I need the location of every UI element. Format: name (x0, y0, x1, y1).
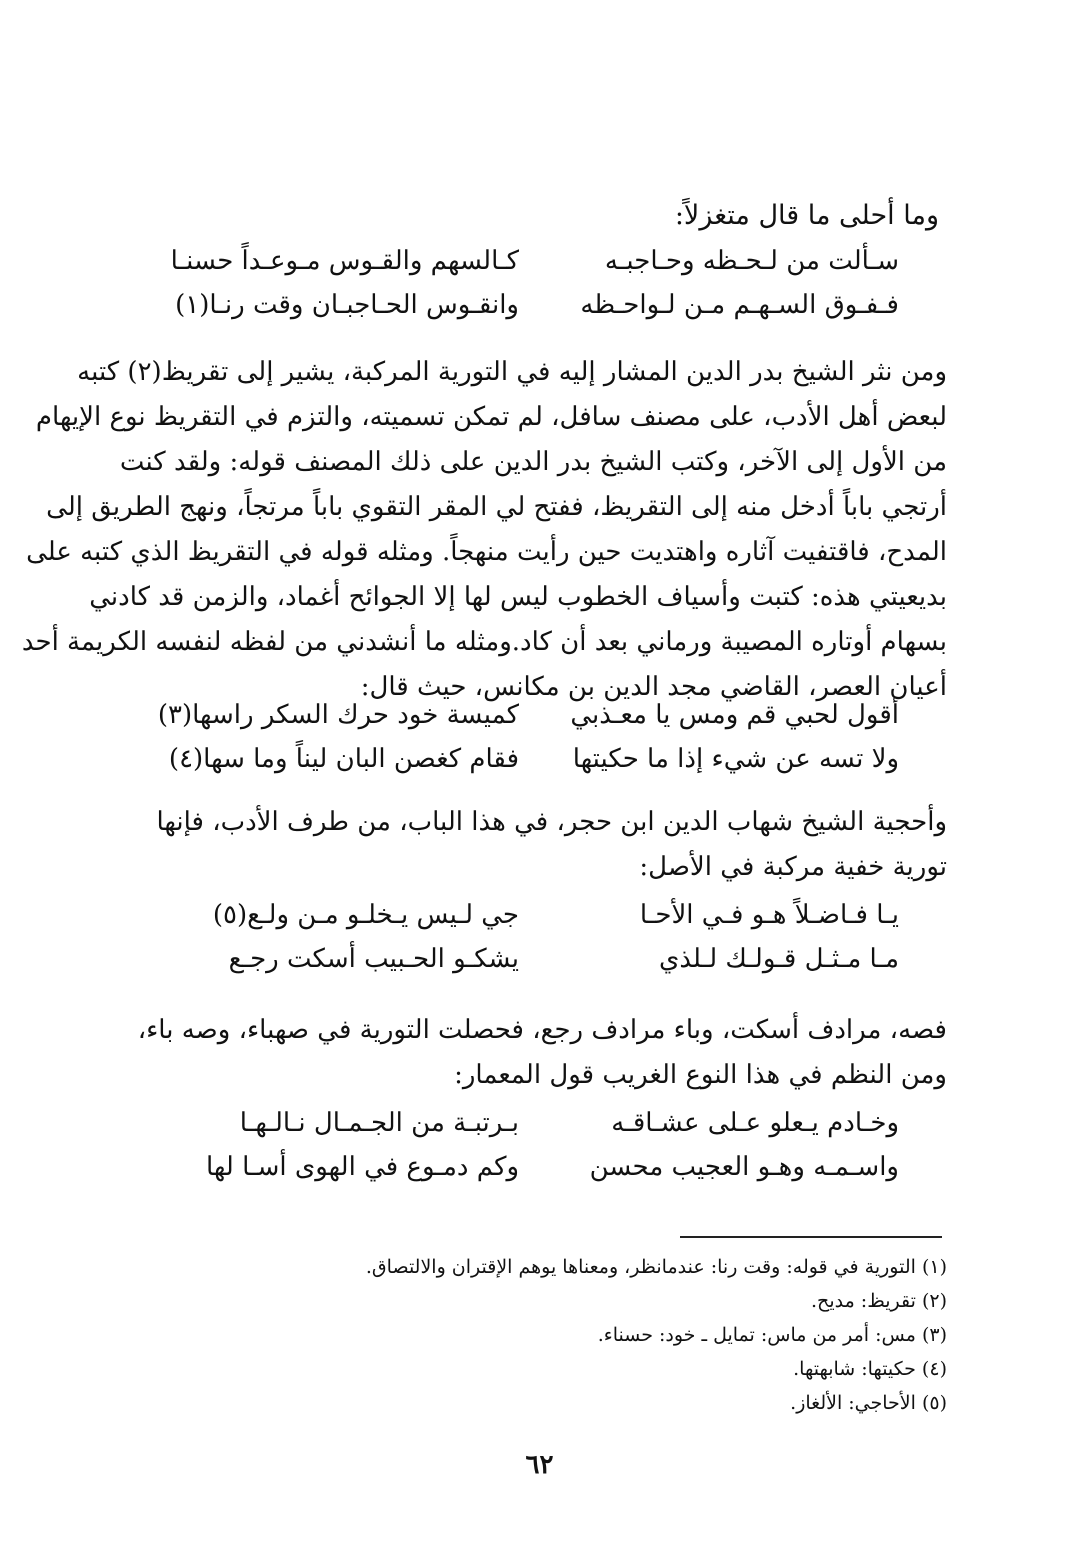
poem-verse (179, 944, 899, 988)
verse-second-hemistich: وانقـوس الحـاجبـان وقت رنـا(١) (175, 290, 519, 320)
poem-verse (179, 900, 899, 944)
verse-first-hemistich: ولا تسه عن شيء إذا ما حكيتها (572, 744, 899, 774)
footnote-item: (٥) الأحاجي: الألغاز. (790, 1392, 947, 1414)
verse-first-hemistich: فـفـوق السـهـم مـن لـواحـظه (580, 290, 899, 320)
paragraph-line: ومن نثر الشيخ بدر الدين المشار إليه في التورية المركبة، يشير إلى تقريظ(٢) كتبه (77, 357, 947, 387)
paragraph-line: تورية خفية مركبة في الأصل: (639, 852, 947, 882)
paragraph-line: بديعيتي هذه: كتبت وأسياف الخطوب ليس لها إلا الجوائح أغماد، والزمن قد كادني (89, 582, 947, 612)
footnotes (117, 1250, 947, 1420)
paragraph-3 (117, 1008, 947, 1098)
poem-block-2 (157, 700, 899, 788)
poem-verse (179, 1152, 899, 1196)
paragraph-line: بسهام أوتاره المصيبة ورماني بعد أن كاد.ومثله ما أنشدني من لفظه لنفسه الكريمة أحد (21, 627, 947, 657)
paragraph-line: من الأول إلى الآخر، وكتب الشيخ بدر الدين على ذلك المصنف قوله: ولقد كنت (119, 447, 947, 477)
poem-verse (170, 246, 899, 290)
verse-first-hemistich: سـألت من لـحـظه وحـاجبـه (604, 246, 899, 276)
paragraph-line: ومن النظم في هذا النوع الغريب قول المعمار: (454, 1060, 947, 1090)
paragraph-line: فصه، مرادف أسكت، وباء مرادف رجع، فحصلت التورية في صهباء، وصه باء، (137, 1015, 947, 1045)
verse-second-hemistich: يشكـو الحـبيب أسكت رجـع (228, 944, 519, 974)
verse-second-hemistich: فقام كغصن البان ليناً وما سها(٤) (168, 744, 519, 774)
verse-second-hemistich: كميسة خود حرك السكر راسها(٣) (157, 700, 519, 730)
footnote-divider (680, 1236, 942, 1238)
verse-second-hemistich: بـرتبـة من الجـمـال نـالـهـا (239, 1108, 519, 1138)
intro-line: وما أحلى ما قال متغزلاً: (674, 200, 939, 231)
paragraph-line: المدح، فاقتفيت آثاره واهتديت حين رأيت منهجاً. ومثله قوله في التقريظ الذي كتبه على (26, 537, 947, 567)
verse-second-hemistich: كـالسهم والقـوس مـوعـداً حسنـا (170, 246, 519, 276)
poem-block-3 (179, 900, 899, 988)
poem-block-4 (179, 1108, 899, 1196)
verse-first-hemistich: واسـمـه وهـو العجيب محسن (589, 1152, 899, 1182)
poem-verse (168, 744, 899, 788)
footnote-item: (٣) مس: أمر من ماس: تمايل ـ خود: حسناء. (597, 1324, 947, 1346)
footnote-item: (٤) حكيتها: شابهتها. (793, 1358, 947, 1380)
footnote-item: (١) التورية في قوله: وقت رنا: عندمانظر، ومعناها يوهم الإقتران والالتصاق. (365, 1256, 947, 1278)
verse-first-hemistich: مـا مـثـل قـولـك لـلذي (658, 944, 899, 974)
verse-second-hemistich: جي لـيس يـخلـو مـن ولـع(٥) (212, 900, 519, 930)
verse-first-hemistich: أقول لحبي قم ومس يا معـذبي (570, 700, 899, 730)
paragraph-line: لبعض أهل الأدب، على مصنف سافل، لم تمكن تسميته، والتزم في التقريظ نوع الإيهام (35, 402, 947, 432)
verse-first-hemistich: يـا فـاضـلاً هـو فـي الأحـا (639, 900, 899, 930)
paragraph-line: أرتجي باباً أدخل منه إلى التقريظ، ففتح لي المقر التقوي باباً مرتجاً، ونهج الطريق إلى (46, 492, 947, 522)
poem-block-1 (170, 246, 899, 334)
poem-verse (179, 1108, 899, 1152)
poem-verse (157, 700, 899, 744)
poem-verse (175, 290, 899, 334)
verse-second-hemistich: وكم دمـوع في الهوى أسـا لها (205, 1152, 519, 1182)
footnote-item: (٢) تقريظ: مديح. (811, 1290, 947, 1312)
paragraph-line: وأحجية الشيخ شهاب الدين ابن حجر، في هذا الباب، من طرف الأدب، فإنها (156, 807, 947, 837)
paragraph-2 (117, 800, 947, 890)
paragraph-line: أعيان العصر، القاضي مجد الدين بن مكانس، حيث قال: (360, 672, 947, 702)
paragraph-1 (21, 350, 947, 710)
verse-first-hemistich: وخـادم يـعلو عـلى عشـاقـه (611, 1108, 899, 1138)
page-number: ٦٢ (525, 1450, 554, 1480)
